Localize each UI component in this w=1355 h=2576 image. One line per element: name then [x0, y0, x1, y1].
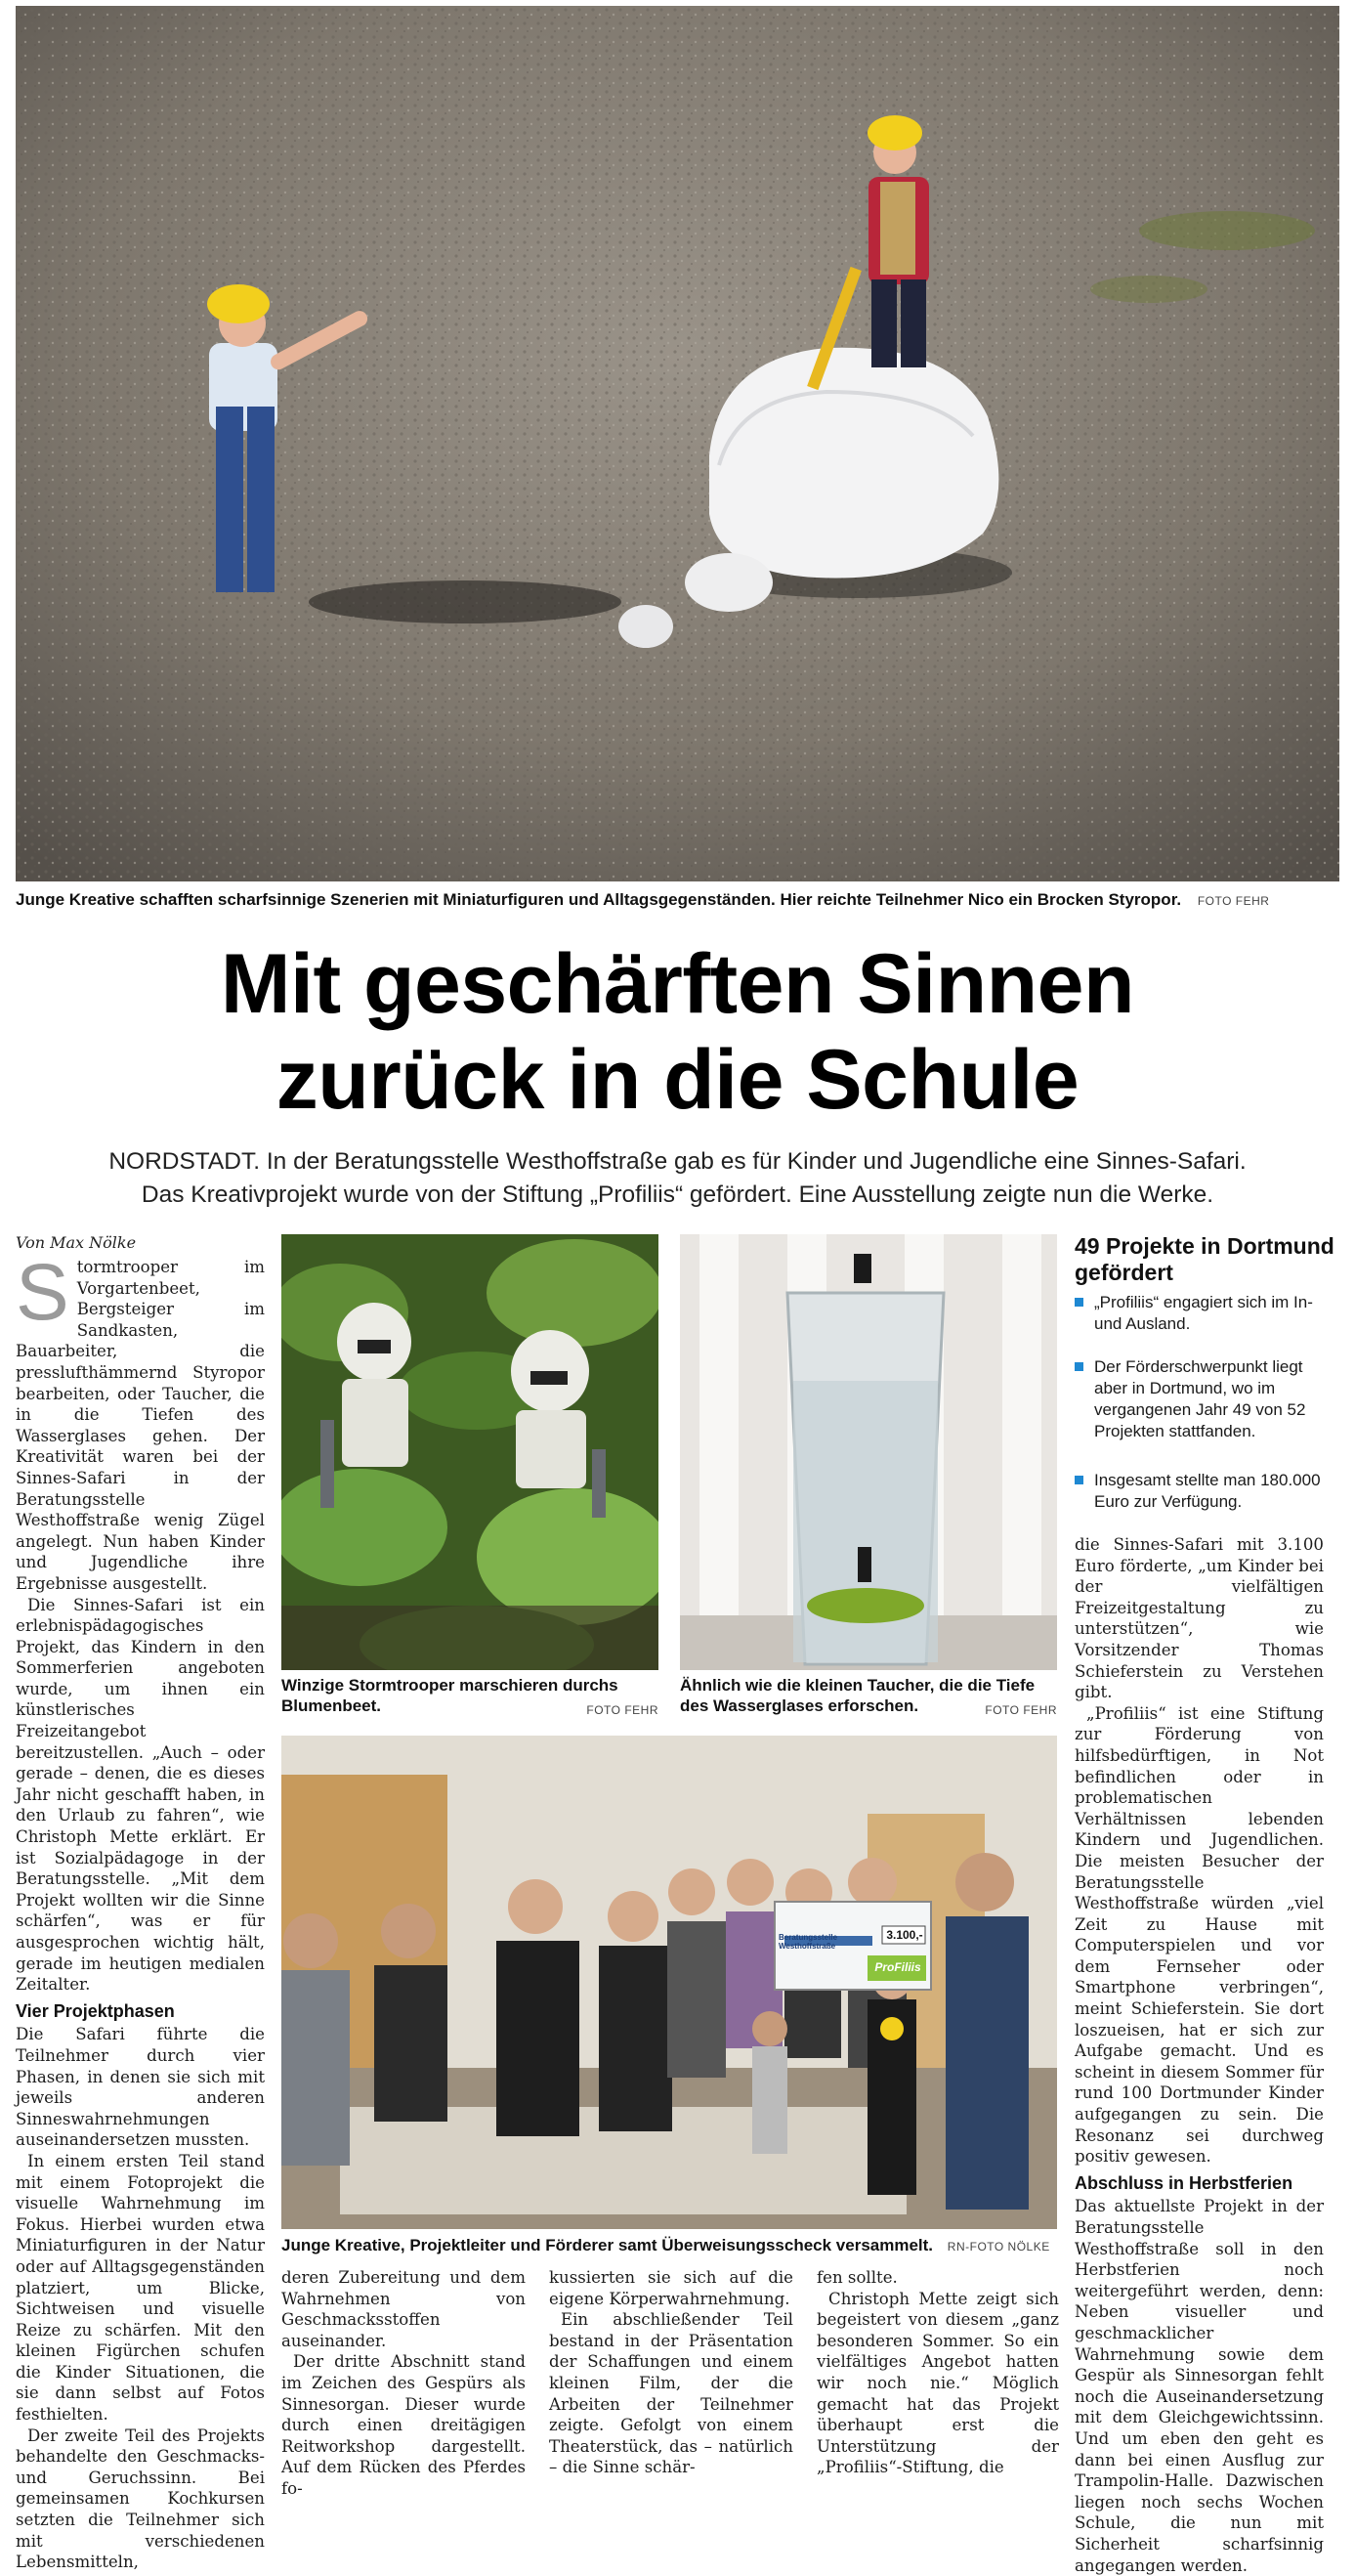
article-column-3: [549, 2267, 793, 2478]
top-photo-caption: [16, 889, 1339, 912]
infobox-item-2: [1075, 1356, 1340, 1442]
miniature-construction-scene-image: [16, 6, 1339, 881]
article-column-4: [817, 2267, 1059, 2478]
infobox-item-1-text: „Profiliis“ engagiert sich im In- und Ausland.: [1094, 1293, 1313, 1333]
col2-paragraph-1: deren Zubereitung und dem Wahrnehmen von Geschmacksstoffen auseinander.: [281, 2268, 526, 2350]
col5-paragraph-1: die Sinnes-Safari mit 3.100 Euro förderte, „um Kinder bei der vielfältigen Freizeitgestaltung zu unterstützen“, wie Vorsitzender Thomas Schieferstein zu Verstehen gibt.: [1075, 1535, 1324, 1702]
stormtrooper-photo: [281, 1234, 658, 1670]
article-column-5: [1075, 1534, 1324, 2576]
headline-line-2: zurück in die Schule: [275, 1033, 1080, 1127]
group-caption-text: Junge Kreative, Projektleiter und Förderer samt Überweisungsscheck versammelt.: [281, 2236, 934, 2254]
headline-line-1: Mit geschärften Sinnen: [220, 937, 1135, 1031]
infobox-item-1: [1075, 1292, 1340, 1335]
check-amount: 3.100,-: [886, 1928, 923, 1942]
stormtrooper-figures-image: [281, 1234, 658, 1670]
col4-paragraph-1: fen sollte.: [817, 2268, 898, 2287]
top-photo: [16, 6, 1339, 881]
bullet-square-icon: [1075, 1362, 1083, 1371]
col1-paragraph-3: Die Safari führte die Teilnehmer durch vier Phasen, in denen sie sich mit jeweils anderen Sinneswahrnehmungen auseinandersetzen mussten.: [16, 2025, 265, 2150]
col5-paragraph-2: „Profiliis“ ist eine Stiftung zur Förderung von hilfsbedürftigen, in Not befindlichen oder in problematischen Verhältnissen lebenden Kindern und Jugendlichen. Die meisten Besucher der Beratungsstelle Westhoffstraße würden „viel Zeit zu Hause mit Computerspielen und vor dem Fernseher oder Smartphone verbringen“, meint Schieferstein. Sie dort loszueisen, hat er sich zur Aufgabe gemacht. Und es scheint in diesem Sommer für rund 100 Dortmunder Kinder aufgegangen zu sein. Die Resonanz sei durchweg positiv gewesen.: [1075, 1703, 1324, 2167]
glass-caption: [680, 1675, 1057, 1721]
col3-paragraph-2: Ein abschließender Teil bestand in der Präsentation der Schaffungen und einem kleinen Film, der die Arbeiten der Teilnehmer zeigte. Gefolgt von einem Theaterstück, das – natürlich – die Sinne schär-: [549, 2310, 793, 2477]
top-photo-caption-text: Junge Kreative schafften scharfsinnige Szenerien mit Miniaturfiguren und Alltagsgegenständen. Hier reichte Teilnehmer Nico ein Brocken Styropor.: [16, 890, 1182, 909]
byline: Von Max Nölke: [16, 1233, 137, 1252]
article-column-1: [16, 1248, 265, 2573]
col1-paragraph-4: In einem ersten Teil stand mit einem Fotoprojekt die visuelle Wahrnehmung im Fokus. Hierbei wurden etwa Miniaturfiguren in der Natur oder auf Alltagsgegenständen platziert, um Blicke, Sichtweisen und visuelle Reize zu schärfen. Mit den kleinen Figürchen schufen die Kinder Situationen, die sie dann selbst auf Fotos festhielten.: [16, 2151, 265, 2425]
col1-paragraph-5: Der zweite Teil des Projekts behandelte den Geschmacks- und Geruchssinn. Bei gemeinsamen Kochkursen setzten die Teilnehmer sich mit verschiedenen Lebensmitteln,: [16, 2426, 265, 2572]
stormtrooper-caption-text: Winzige Stormtrooper marschieren durchs Blumenbeet.: [281, 1676, 618, 1715]
infobox-item-3-text: Insgesamt stellte man 180.000 Euro zur Verfügung.: [1094, 1471, 1321, 1511]
group-photo: [281, 1736, 1057, 2229]
col1-paragraph-1: tormtrooper im Vorgartenbeet, Bergsteiger im Sandkasten, Bauarbeiter, die presslufthämmernd Styropor bearbeiten, oder Taucher, die in die Tiefen des Wasserglases gehen. Der Kreativität waren bei der Sinnes-Safari in der Beratungsstelle Westhoffstraße wenig Zügel angelegt. Nun haben Kinder und Jugendliche ihre Ergebnisse ausgestellt.: [16, 1258, 265, 1593]
group-credit: RN-FOTO NÖLKE: [947, 2240, 1050, 2254]
col4-paragraph-2: Christoph Mette zeigt sich begeistert von diesem „ganz besonderen Sommer. So ein vielfältiges Angebot hatten wir noch nie.“ Möglich gemacht hat das Projekt überhaupt erst die Unterstützung der „Profiliis“-Stiftung, die: [817, 2289, 1059, 2477]
bullet-square-icon: [1075, 1298, 1083, 1307]
lead-line-2: Das Kreativprojekt wurde von der Stiftung „Profiliis“ gefördert. Eine Ausstellung zeigte nun die Werke.: [141, 1181, 1214, 1208]
dropcap-letter: S: [16, 1248, 69, 1337]
subheading-vier-projektphasen: Vier Projektphasen: [16, 2000, 175, 2021]
col2-paragraph-2: Der dritte Abschnitt stand im Zeichen des Gespürs als Sinnesorgan. Dieser wurde durch einen dreitägigen Reitworkshop dargestellt. Auf dem Rücken des Pferdes fo-: [281, 2352, 526, 2498]
subheading-abschluss-in-herbstferien: Abschluss in Herbstferien: [1075, 2172, 1293, 2193]
top-photo-credit: FOTO FEHR: [1197, 894, 1270, 908]
bullet-square-icon: [1075, 1476, 1083, 1484]
col5-paragraph-3: Das aktuellste Projekt in der Beratungsstelle Westhoffstraße soll in den Herbstferien noch weitergeführt werden, denn: Neben visueller und geschmacklicher Wahrnehmung sowie dem Gespür als Sinnesorgan fehlt noch die Auseinandersetzung mit dem Gleichgewichtssinn. Und um eben den geht es dann bei einen Ausflug zur Trampolin-Halle. Dazwischen liegen noch sechs Wochen Schule, die nun mit Sicherheit scharfsinnig angegangen werden.: [1075, 2197, 1324, 2575]
infobox-item-2-text: Der Förderschwerpunkt liegt aber in Dortmund, wo im vergangenen Jahr 49 von 52 Projekten stattfanden.: [1094, 1357, 1306, 1440]
diver-in-glass-image: [680, 1234, 1057, 1670]
infobox-title: 49 Projekte in Dortmund gefördert: [1075, 1233, 1334, 1285]
article-column-2: [281, 2267, 526, 2500]
check-brand: ProFiliis: [874, 1960, 921, 1974]
stormtrooper-caption: [281, 1675, 658, 1721]
col1-paragraph-2: Die Sinnes-Safari ist ein erlebnispädagogisches Projekt, das Kindern in den Sommerferien angeboten wurde, um ihnen ein künstlerisches Freizeitangebot bereitzustellen. „Auch – oder gerade – denen, die es dieses Jahr nicht geschafft haben, in den Urlaub zu fahren“, wie Christoph Mette erklärt. Er ist Sozialpädagoge in der Beratungsstelle. „Mit dem Projekt wollten wir die Sinne schärfen“, was er für ausgesprochen wichtig hält, gerade im heutigen medialen Zeitalter.: [16, 1595, 265, 1995]
check-label: Beratungsstelle Westhoffstraße: [779, 1933, 838, 1951]
infobox-item-3: [1075, 1470, 1340, 1513]
lead-dateline: NORDSTADT.: [108, 1148, 261, 1175]
lead-line-1: In der Beratungsstelle Westhoffstraße gab es für Kinder und Jugendliche eine Sinnes-Safari.: [266, 1148, 1247, 1175]
lead-paragraph: [39, 1145, 1316, 1212]
group-with-check-image: [281, 1736, 1057, 2229]
col3-paragraph-1: kussierten sie sich auf die eigene Körperwahrnehmung.: [549, 2268, 793, 2308]
glass-credit: FOTO FEHR: [985, 1703, 1057, 1717]
stormtrooper-credit: FOTO FEHR: [586, 1703, 658, 1717]
glass-photo: [680, 1234, 1057, 1670]
glass-caption-text: Ähnlich wie die kleinen Taucher, die die Tiefe des Wasserglases erforschen.: [680, 1676, 1036, 1715]
group-caption: [281, 2235, 1063, 2257]
